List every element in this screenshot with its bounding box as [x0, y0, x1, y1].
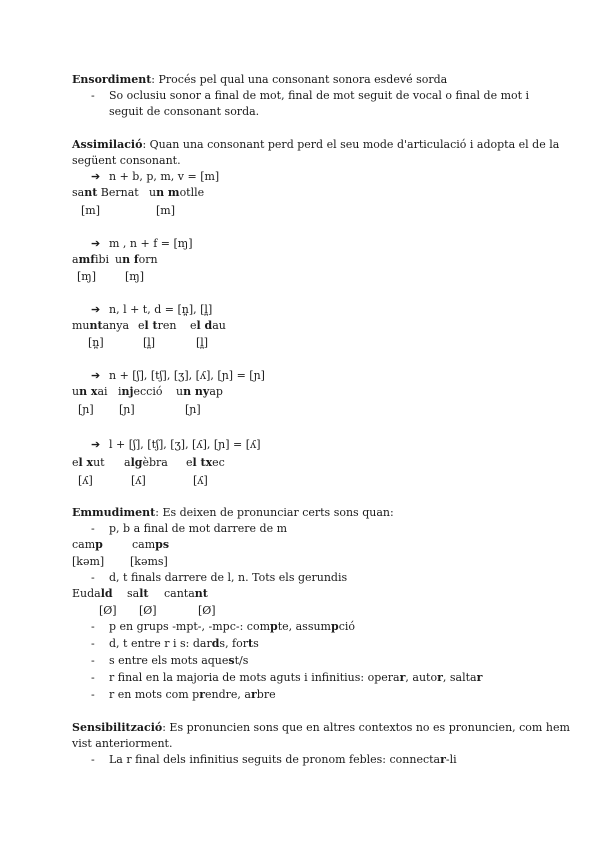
transcription: [n̪] — [88, 336, 104, 349]
bullet-marker: - — [91, 571, 95, 584]
bullet-marker: - — [91, 688, 95, 701]
example-word: sant Bernat — [72, 186, 139, 199]
transcription: [Ø] — [139, 604, 157, 617]
transcription: [ɲ] — [119, 403, 135, 416]
example-word: el dau — [190, 319, 226, 332]
transcription: [ʎ] — [78, 474, 93, 487]
bullet-marker: - — [91, 753, 95, 766]
transcription: [kəms] — [130, 555, 168, 568]
ensordiment-item-line1: So oclusiu sonor a final de mot, final de mot seguit de vocal o final de mot i — [109, 89, 530, 102]
example-word: un nyap — [176, 385, 223, 398]
sensibilitzacio-definition: Sensibilització: Es pronuncien sons que en altres contextos no es pronuncien, com hem — [72, 721, 570, 734]
bullet-marker: - — [91, 522, 95, 535]
assimilacio-heading: Assimilació — [72, 138, 143, 151]
assimilation-rule-3: n, l + t, d = [n̪], [l̪] — [109, 303, 213, 316]
example-word: un xai — [72, 385, 108, 398]
bullet-marker: - — [91, 89, 95, 102]
transcription: [ɱ] — [77, 270, 97, 283]
arrow-icon: ➔ — [91, 303, 101, 316]
ensordiment-heading: Ensordiment — [72, 73, 152, 86]
sensibilitzacio-heading: Sensibilització — [72, 721, 163, 734]
example-word: el txec — [186, 456, 225, 469]
example-word: camps — [132, 538, 170, 551]
assimilation-rule-4: n + [ʃ], [tʃ], [ʒ], [ʎ], [ɲ] = [ɲ] — [109, 369, 265, 382]
arrow-icon: ➔ — [91, 369, 101, 382]
emmudiment-item-3: p en grups -mpt-, -mpc-: compte, assumpció — [109, 620, 356, 633]
arrow-icon: ➔ — [91, 170, 101, 183]
assimilation-rule-1: n + b, p, m, v = [m] — [109, 170, 220, 183]
example-word: muntanya — [72, 319, 130, 332]
example-word: el xut — [72, 456, 105, 469]
transcription: [m] — [156, 204, 176, 217]
bullet-marker: - — [91, 671, 95, 684]
transcription: [ʎ] — [193, 474, 208, 487]
emmudiment-definition: Emmudiment: Es deixen de pronunciar certs sons quan: — [72, 506, 394, 519]
transcription: [ɲ] — [185, 403, 201, 416]
assimilacio-definition: Assimilació: Quan una consonant perd perd el seu mode d'articulació i adopta el de la — [72, 138, 560, 151]
bullet-marker: - — [91, 637, 95, 650]
example-word: injecció — [118, 385, 163, 398]
transcription: [ɲ] — [78, 403, 94, 416]
emmudiment-item-1: p, b a final de mot darrere de m — [109, 522, 288, 535]
example-word: camp — [72, 538, 103, 551]
transcription: [Ø] — [198, 604, 216, 617]
transcription: [ʎ] — [131, 474, 146, 487]
example-word: salt — [127, 587, 149, 600]
transcription: [m] — [81, 204, 101, 217]
transcription: [kəm] — [72, 555, 105, 568]
arrow-icon: ➔ — [91, 438, 101, 451]
transcription: [ɱ] — [125, 270, 145, 283]
bullet-marker: - — [91, 654, 95, 667]
sensibilitzacio-item: La r final dels infinitius seguits de pronom febles: connectar-li — [109, 753, 457, 766]
example-word: el tren — [138, 319, 177, 332]
example-word: amfibi — [72, 253, 110, 266]
example-word: un motlle — [149, 186, 205, 199]
emmudiment-item-2: d, t finals darrere de l, n. Tots els gerundis — [109, 571, 348, 584]
transcription: [l̪] — [196, 336, 209, 349]
ensordiment-item-line2: seguit de consonant sorda. — [109, 105, 260, 118]
emmudiment-item-4: d, t entre r i s: dards, forts — [109, 637, 259, 650]
example-word: algèbra — [124, 456, 168, 469]
example-word: cantant — [164, 587, 208, 600]
transcription: [l̪] — [143, 336, 156, 349]
emmudiment-heading: Emmudiment — [72, 506, 156, 519]
example-word: Eudald — [72, 587, 113, 600]
emmudiment-item-7: r en mots com prendre, arbre — [109, 688, 276, 701]
assimilacio-definition-line2: següent consonant. — [72, 154, 181, 167]
example-word: un forn — [115, 253, 158, 266]
emmudiment-item-6: r final en la majoria de mots aguts i infinitius: operar, autor, saltar — [109, 671, 483, 684]
transcription: [Ø] — [99, 604, 117, 617]
ensordiment-definition: Ensordiment: Procés pel qual una consonant sonora esdevé sorda — [72, 73, 448, 86]
emmudiment-item-5: s entre els mots aquest/s — [109, 654, 249, 667]
assimilation-rule-5: l + [ʃ], [tʃ], [ʒ], [ʎ], [ɲ] = [ʎ] — [109, 438, 261, 451]
arrow-icon: ➔ — [91, 237, 101, 250]
assimilation-rule-2: m , n + f = [ɱ] — [109, 237, 193, 250]
bullet-marker: - — [91, 620, 95, 633]
sensibilitzacio-definition-line2: vist anteriorment. — [72, 737, 173, 750]
